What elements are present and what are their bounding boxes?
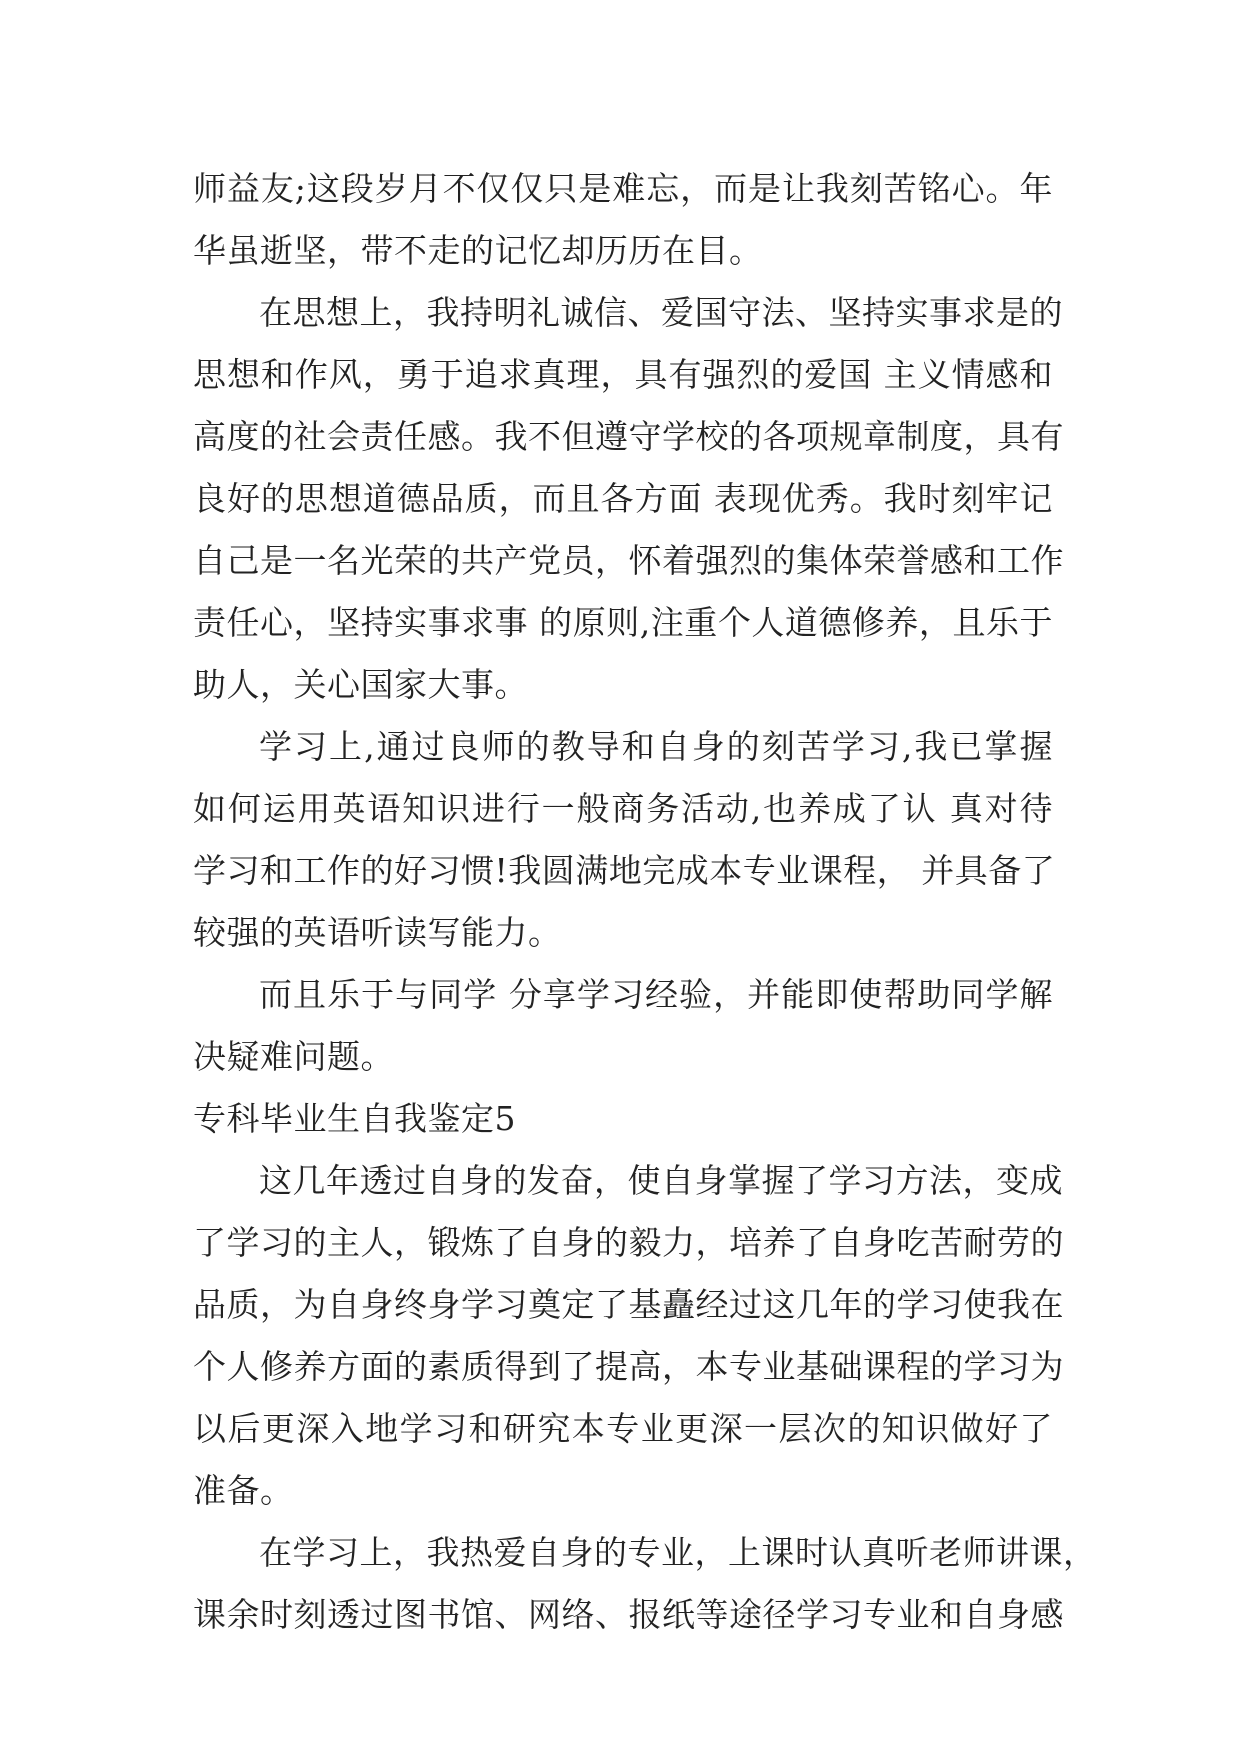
paragraph-6: [193, 1522, 1097, 1646]
paragraph-line: 自己是一名光荣的共产党员，怀着强烈的集体荣誉感和工作: [193, 541, 1064, 580]
paragraph-line: 这几年透过自身的发奋，使自身掌握了学习方法，变成: [259, 1161, 1063, 1200]
paragraph-line: 课余时刻透过图书馆、网络、报纸等途径学习专业和自身感: [193, 1595, 1064, 1634]
paragraph-line: 思想和作风，勇于追求真理，具有强烈的爱国 主义情感和: [193, 355, 1053, 394]
paragraph-line: 在思想上，我持明礼诚信、爱国守法、坚持实事求是的: [259, 293, 1063, 332]
paragraph-line: 决疑难问题。: [193, 1037, 394, 1076]
paragraph-5: [193, 1150, 1064, 1522]
paragraph-3: [193, 716, 1056, 964]
paragraph-line: 较强的英语听读写能力。: [193, 913, 562, 952]
paragraph-line: 助人，关心国家大事。: [193, 665, 528, 704]
paragraph-line: 而且乐于与同学 分享学习经验，并能即使帮助同学解: [259, 975, 1053, 1014]
section-heading: 专科毕业生自我鉴定5: [193, 1099, 516, 1138]
paragraph-line: 准备。: [193, 1471, 294, 1510]
paragraph-line: 以后更深入地学习和研究本专业更深一层次的知识做好了: [193, 1409, 1053, 1448]
paragraph-line: 个人修养方面的素质得到了提高，本专业基础课程的学习为: [193, 1347, 1064, 1386]
paragraph-line: 了学习的主人，锻炼了自身的毅力，培养了自身吃苦耐劳的: [193, 1223, 1064, 1262]
paragraph-line: 在学习上，我热爱自身的专业，上课时认真听老师讲课，: [259, 1533, 1097, 1572]
paragraph-line: 华虽逝坚，带不走的记忆却历历在目。: [193, 231, 763, 270]
paragraph-2: [193, 282, 1064, 716]
paragraph-line: 良好的思想道德品质，而且各方面 表现优秀。我时刻牢记: [193, 479, 1053, 518]
paragraph-line: 高度的社会责任感。我不但遵守学校的各项规章制度，具有: [193, 417, 1064, 456]
document-body: [193, 158, 1097, 1646]
paragraph-line: 如何运用英语知识进行一般商务活动,也养成了认 真对待: [193, 789, 1053, 828]
paragraph-line: 学习上,通过良师的教导和自身的刻苦学习,我已掌握: [259, 727, 1053, 766]
paragraph-line: 学习和工作的好习惯!我圆满地完成本专业课程， 并具备了: [193, 851, 1056, 890]
paragraph-line: 师益友;这段岁月不仅仅只是难忘，而是让我刻苦铭心。年: [193, 169, 1053, 208]
paragraph-1: [193, 158, 1053, 282]
paragraph-line: 品质，为自身终身学习奠定了基矗经过这几年的学习使我在: [193, 1285, 1064, 1324]
paragraph-line: 责任心，坚持实事求事 的原则,注重个人道德修养，且乐于: [193, 603, 1053, 642]
paragraph-4: [193, 964, 1053, 1088]
